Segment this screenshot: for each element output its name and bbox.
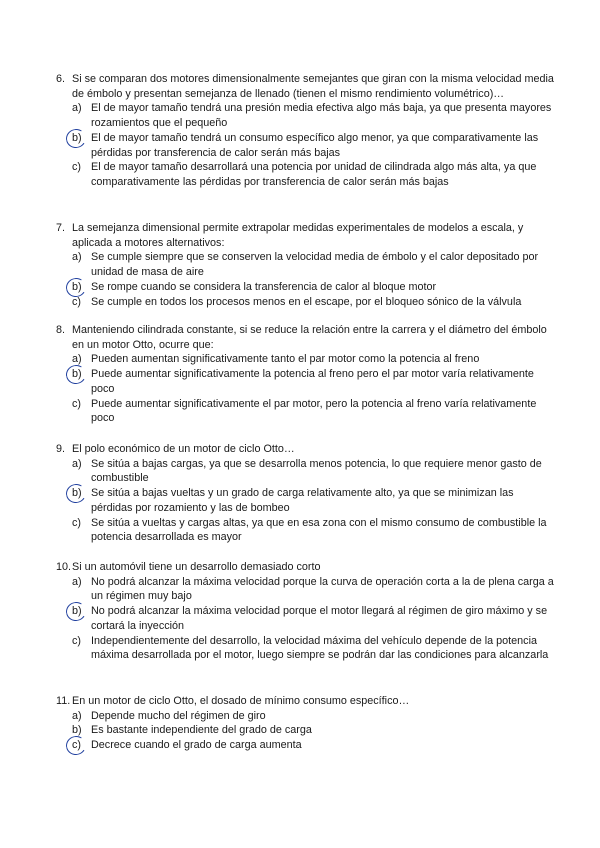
option-text: El de mayor tamaño tendrá una presión media efectiva algo más baja, ya que presenta mayores rozamientos que el pequeño: [91, 102, 552, 130]
option-letter: b): [72, 280, 82, 293]
question-9: [56, 442, 556, 545]
option-letter: a): [72, 251, 82, 264]
question-8: [56, 323, 556, 426]
option-text: Puede aumentar significativamente el par motor, pero la potencia al freno varía relativamente poco: [91, 397, 537, 425]
option-letter: a): [72, 353, 82, 366]
question-number: 8.: [56, 324, 66, 336]
option-b: [72, 367, 556, 396]
option-c: [72, 738, 556, 753]
option-a: [72, 101, 556, 130]
option-letter: c): [72, 739, 81, 752]
question-10: [56, 560, 556, 663]
question-stem: [56, 72, 556, 101]
option-a: [72, 575, 556, 604]
option-c: [72, 634, 556, 663]
option-c: [72, 160, 556, 189]
option-text: Se cumple siempre que se conserven la velocidad media de émbolo y el calor depositado por unidad de masa de aire: [91, 251, 539, 279]
question-text: Manteniendo cilindrada constante, si se reduce la relación entre la carrera y el diámetro del émbolo en un motor Otto, ocurre que:: [72, 324, 547, 351]
option-letter: b): [72, 368, 82, 381]
option-b: [72, 723, 556, 738]
options-list: [72, 250, 556, 309]
option-text: Se sitúa a bajas cargas, ya que se desarrolla menos potencia, lo que requiere menor gasto de combustible: [91, 457, 542, 485]
question-text: En un motor de ciclo Otto, el dosado de mínimo consumo específico…: [72, 695, 410, 707]
question-text: La semejanza dimensional permite extrapolar medidas experimentales de modelos a escala, y aplicada a motores alternativos:: [72, 222, 524, 249]
option-letter: a): [72, 457, 82, 470]
option-letter: b): [72, 724, 82, 737]
option-text: Independientemente del desarrollo, la velocidad máxima del vehículo depende de la potencia máxima desarrollada por el motor, luego siempre se podrán dar las condiciones para alcanzarla: [91, 634, 549, 662]
option-letter: c): [72, 397, 81, 410]
option-text: Decrece cuando el grado de carga aumenta: [91, 739, 302, 752]
option-letter: b): [72, 605, 82, 618]
question-number: 11.: [56, 695, 71, 707]
question-stem: [56, 694, 556, 709]
option-text: Se cumple en todos los procesos menos en el escape, por el bloqueo sónico de la válvula: [91, 295, 522, 308]
question-stem: [56, 560, 556, 575]
option-b: [72, 280, 556, 295]
option-b: [72, 131, 556, 160]
option-text: No podrá alcanzar la máxima velocidad porque el motor llegará al régimen de giro máximo y se cortará la inyección: [91, 605, 548, 632]
option-letter: b): [72, 487, 82, 500]
options-list: [72, 101, 556, 189]
option-a: [72, 250, 556, 279]
option-text: Se sitúa a vueltas y cargas altas, ya que en esa zona con el mismo consumo de combustible la potencia desarrollada es mayor: [91, 516, 547, 544]
options-list: [72, 709, 556, 753]
option-c: [72, 295, 556, 310]
option-letter: c): [72, 516, 81, 529]
options-list: [72, 575, 556, 663]
option-text: Puede aumentar significativamente la potencia al freno pero el par motor varía relativamente poco: [91, 368, 534, 395]
question-number: 10.: [56, 561, 72, 573]
option-letter: c): [72, 634, 81, 647]
question-6: [56, 72, 556, 190]
question-stem: [56, 221, 556, 250]
question-number: 6.: [56, 73, 66, 85]
option-a: [72, 709, 556, 724]
option-a: [72, 457, 556, 486]
question-number: 9.: [56, 443, 66, 455]
question-text: Si se comparan dos motores dimensionalmente semejantes que giran con la misma velocidad media de émbolo y presentan semejanza de llenado (tienen el mismo rendimiento volumétrico)…: [72, 73, 554, 100]
options-list: [72, 457, 556, 545]
option-letter: a): [72, 709, 82, 722]
option-letter: b): [72, 131, 82, 144]
question-stem: [56, 323, 556, 352]
option-text: El de mayor tamaño tendrá un consumo específico algo menor, ya que comparativamente las pérdidas por transferencia de calor serán más bajas: [91, 131, 539, 159]
question-text: Si un automóvil tiene un desarrollo demasiado corto: [72, 561, 321, 573]
option-text: No podrá alcanzar la máxima velocidad porque la curva de operación corta a la de plena carga a un régimen muy bajo: [91, 575, 554, 603]
option-text: Pueden aumentan significativamente tanto el par motor como la potencia al freno: [91, 353, 480, 366]
option-text: Es bastante independiente del grado de carga: [91, 724, 312, 737]
question-stem: [56, 442, 556, 457]
option-c: [72, 516, 556, 545]
question-7: [56, 221, 556, 309]
option-text: Se rompe cuando se considera la transferencia de calor al bloque motor: [91, 280, 437, 293]
option-letter: a): [72, 102, 82, 115]
option-text: Se sitúa a bajas vueltas y un grado de carga relativamente alto, ya que se minimizan las pérdidas por rozamiento y las de bombeo: [91, 487, 514, 514]
question-number: 7.: [56, 222, 66, 234]
option-letter: c): [72, 295, 81, 308]
question-11: [56, 694, 556, 753]
option-a: [72, 352, 556, 367]
option-text: El de mayor tamaño desarrollará una potencia por unidad de cilindrada algo más alta, ya que comparativamente las pérdidas por transferencia de calor serán más bajas: [91, 161, 537, 188]
option-letter: c): [72, 161, 81, 174]
question-text: El polo económico de un motor de ciclo Otto…: [72, 443, 295, 455]
option-letter: a): [72, 575, 82, 588]
options-list: [72, 352, 556, 426]
option-b: [72, 486, 556, 515]
option-b: [72, 604, 556, 633]
option-text: Depende mucho del régimen de giro: [91, 709, 266, 722]
option-c: [72, 397, 556, 426]
